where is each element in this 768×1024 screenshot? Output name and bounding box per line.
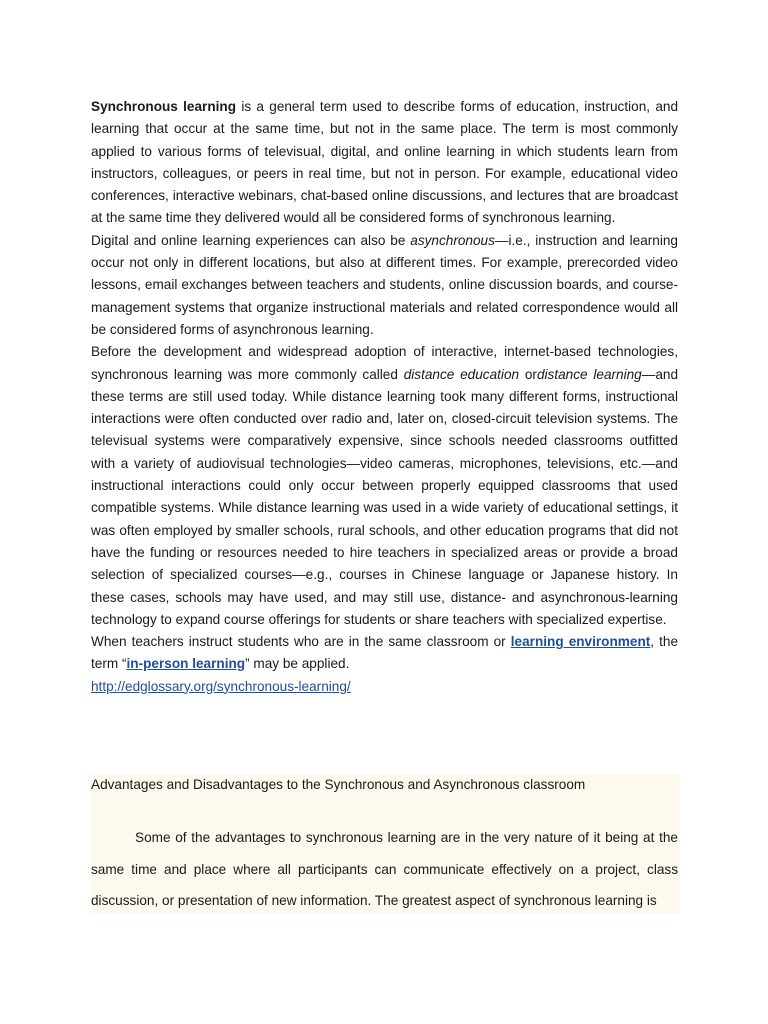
paragraph-text: —and these terms are still used today. While distance learning took many different forms, instructional interactions were often conducted over radio and, later on, closed-circuit television systems. The televisual systems were comparatively expensive, since schools needed classrooms outfitted with a variety of audiovisual technologies—video cameras, microphones, televisions, etc.—and instructional interactions could only occur between properly equipped classrooms that used compatible systems. While distance learning was used in a wide variety of educational settings, it was often employed by smaller schools, rural schools, and other education programs that did not have the funding or resources needed to hire teachers in specialized areas or provide a broad selection of specialized courses—e.g., courses in Chinese language or Japanese history. In these cases, schools may have used, and may still use, distance- and asynchronous-learning technology to expand course offerings for students or share teachers with specialized expertise. — [91, 366, 679, 627]
paragraph-text: Digital and online learning experiences can also be — [91, 232, 411, 248]
learning-environment-link[interactable]: learning environment — [510, 634, 651, 650]
paragraph-text: or — [519, 366, 537, 382]
paragraph-text: ” may be applied. — [245, 656, 350, 672]
term-distance-learning: distance learning — [536, 366, 642, 382]
paragraph-text: , the term “ — [91, 634, 679, 672]
paragraph-asynchronous — [91, 230, 678, 341]
term-asynchronous: asynchronous — [410, 232, 495, 248]
paragraph-text: —i.e., instruction and learning occur not only in different locations, but also at different times. For example, prerecorded video lessons, email exchanges between teachers and students, online discussion boards, and course-management systems that organize instructional materials and related correspondence would all be considered forms of asynchronous learning. — [91, 232, 678, 337]
term-distance-education: distance education — [403, 366, 520, 382]
paragraph-in-person — [91, 631, 678, 676]
paragraph-distance-learning — [91, 341, 678, 631]
document-body — [91, 96, 678, 698]
source-link-line — [91, 676, 678, 698]
source-url-link[interactable]: http://edglossary.org/synchronous-learning/ — [91, 678, 351, 694]
paragraph-text: Before the development and widespread adoption of interactive, internet-based technologies, synchronous learning was more commonly called — [91, 344, 678, 382]
paragraph-synchronous-definition — [91, 96, 678, 230]
term-synchronous-learning: Synchronous learning — [91, 99, 237, 114]
paragraph-text: is a general term used to describe forms of education, instruction, and learning that occur at the same time, but not in the same place. The term is most commonly applied to various forms of televisual, digital, and online learning in which students learn from instructors, colleagues, or peers in real time, but not in person. For example, educational video conferences, interactive webinars, chat-based online discussions, and lectures that are broadcast at the same time they delivered would all be considered forms of synchronous learning. — [91, 99, 678, 226]
in-person-learning-link[interactable]: in-person learning — [126, 656, 246, 672]
paragraph-text: When teachers instruct students who are in the same classroom or — [91, 634, 511, 650]
section-heading: Advantages and Disadvantages to the Synchronous and Asynchronous classroom — [91, 777, 586, 792]
advantages-paragraph: Some of the advantages to synchronous learning are in the very nature of it being at the same time and place where all participants can communicate effectively on a project, class discussion, or presentation of new information. The greatest aspect of synchronous learning is — [91, 830, 678, 908]
